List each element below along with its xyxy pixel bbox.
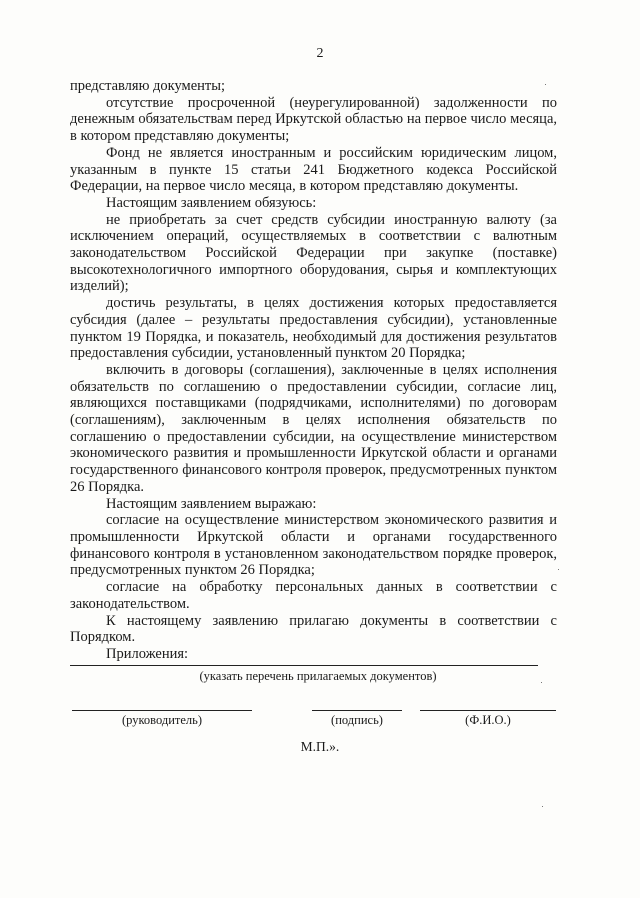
paragraph: К настоящему заявлению прилагаю документы в соответствии с Порядком.	[70, 612, 557, 646]
paragraph: отсутствие просроченной (неурегулированной) задолженности по денежным обязательствам перед Иркутской областью на первое число месяца, в котором представляю документы;	[70, 94, 557, 145]
paragraph: не приобретать за счет средств субсидии иностранную валюту (за исключением операций, осуществляемых в соответствии с валютным законодательством Российской Федерации при закупке (поставке) высокотехнологичного импортного оборудования, сырья и комплектующих изделий);	[70, 211, 557, 295]
paragraph: Настоящим заявлением обязуюсь:	[106, 194, 317, 211]
scan-speck	[542, 806, 543, 807]
paragraph: представляю документы;	[70, 78, 226, 94]
stamp-placeholder: М.П.».	[300, 739, 340, 754]
sign-signature-line	[312, 710, 402, 711]
sign-caption: (подпись)	[331, 713, 383, 727]
paragraph: согласие на обработку персональных данных в соответствии с законодательством.	[70, 579, 557, 612]
paragraph: Фонд не является иностранным и российским юридическим лицом, указанным в пункте 15 статьи 241 Бюджетного кодекса Российской Федерации, на первое число месяца, в котором представляю документы.	[70, 144, 557, 195]
scan-speck	[545, 84, 546, 85]
scan-speck	[541, 682, 542, 683]
attachments-heading: Приложения:	[106, 645, 189, 662]
paragraph: согласие на осуществление министерством экономического развития и промышленности Иркутской области и органами государственного финансового контроля в установленном законодательством порядке проверок, предусмотренных пунктом 26 Порядка;	[70, 512, 557, 579]
name-signature-line	[420, 710, 556, 711]
paragraph: достичь результаты, в целях достижения которых предоставляется субсидия (далее – результаты предоставления субсидии), установленные пунктом 19 Порядка, и показатель, необходимый для достижения результатов предоставления субсидии, установленный пунктом 20 Порядка;	[70, 295, 557, 362]
head-signature-line	[72, 710, 252, 711]
name-caption: (Ф.И.О.)	[465, 713, 511, 727]
scan-speck	[558, 569, 559, 570]
document-body	[70, 78, 557, 663]
paragraph: включить в договоры (соглашения), заключенные в целях исполнения обязательств по соглашению о предоставлении субсидии, согласие лиц, являющихся поставщиками (подрядчиками, исполнителями) по договорам (соглашениям), заключенным в целях исполнения обязательств по соглашению о предоставлении субсидии, на осуществление министерством экономического развития и промышленности Иркутской области и органами государственного финансового контроля проверок, предусмотренных пунктом 26 Порядка.	[70, 361, 557, 495]
page-number: 2	[316, 46, 324, 61]
paragraph: Настоящим заявлением выражаю:	[106, 495, 317, 512]
attachments-caption: (указать перечень прилагаемых документов)	[199, 669, 437, 683]
attachments-line	[70, 665, 538, 666]
head-caption: (руководитель)	[121, 713, 203, 727]
